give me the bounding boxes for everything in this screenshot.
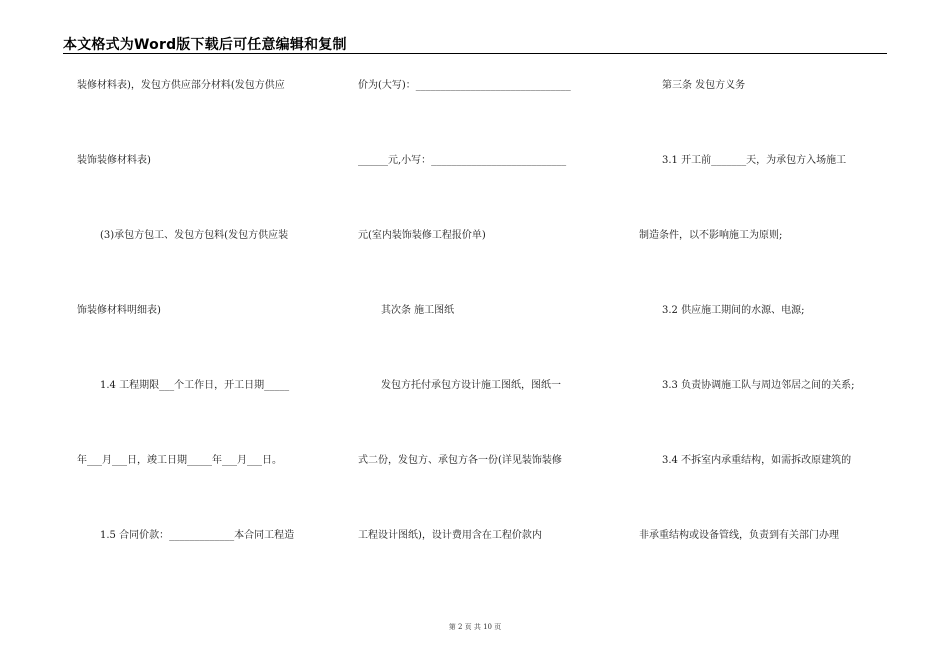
col2-line-4: 其次条 施工图纸 [381,305,455,316]
page-number: 第 2 页 共 10 页 [448,623,502,631]
col1-line-1: 装修材料表)，发包方供应部分材料(发包方供应 [77,80,285,91]
col3-line-7: 非承重结构或设备管线，负责到有关部门办理 [639,530,839,541]
col3-line-5: 3.3 负责协调施工队与周边邻居之间的关系; [662,380,855,391]
col2-line-6: 式二份，发包方、承包方各一份(详见装饰装修 [358,455,562,466]
col1-line-3: (3)承包方包工、发包方包料(发包方供应装 [100,230,289,241]
col2-line-7: 工程设计图纸)，设计费用含在工程价款内 [358,530,542,541]
col1-line-2: 装饰装修材料表) [77,155,151,166]
col2-line-2: ______元,小写：___________________________ [358,155,567,166]
col2-line-1: 价为(大写)：_______________________________ [358,80,571,91]
col3-line-4: 3.2 供应施工期间的水源、电源; [662,305,805,316]
col3-line-2: 3.1 开工前_______天，为承包方入场施工 [662,155,847,166]
page-header-title: 本文格式为Word版下载后可任意编辑和复制 [63,37,347,53]
col1-line-5: 1.4 工程期限___个工作日，开工日期_____ [100,380,290,391]
col3-line-1: 第三条 发包方义务 [662,80,746,91]
col3-line-6: 3.4 不拆室内承重结构，如需拆改原建筑的 [662,455,852,466]
col1-line-4: 饰装修材料明细表) [77,305,161,316]
col2-line-5: 发包方托付承包方设计施工图纸，图纸一 [381,380,561,391]
col3-line-3: 制造条件，以不影响施工为原则; [639,230,783,241]
header-divider [63,53,887,54]
col1-line-7: 1.5 合同价款：_____________本合同工程造 [100,530,295,541]
col2-line-3: 元(室内装饰装修工程报价单) [358,230,486,241]
col1-line-6: 年___月___日，竣工日期_____年___月___日。 [77,455,282,466]
